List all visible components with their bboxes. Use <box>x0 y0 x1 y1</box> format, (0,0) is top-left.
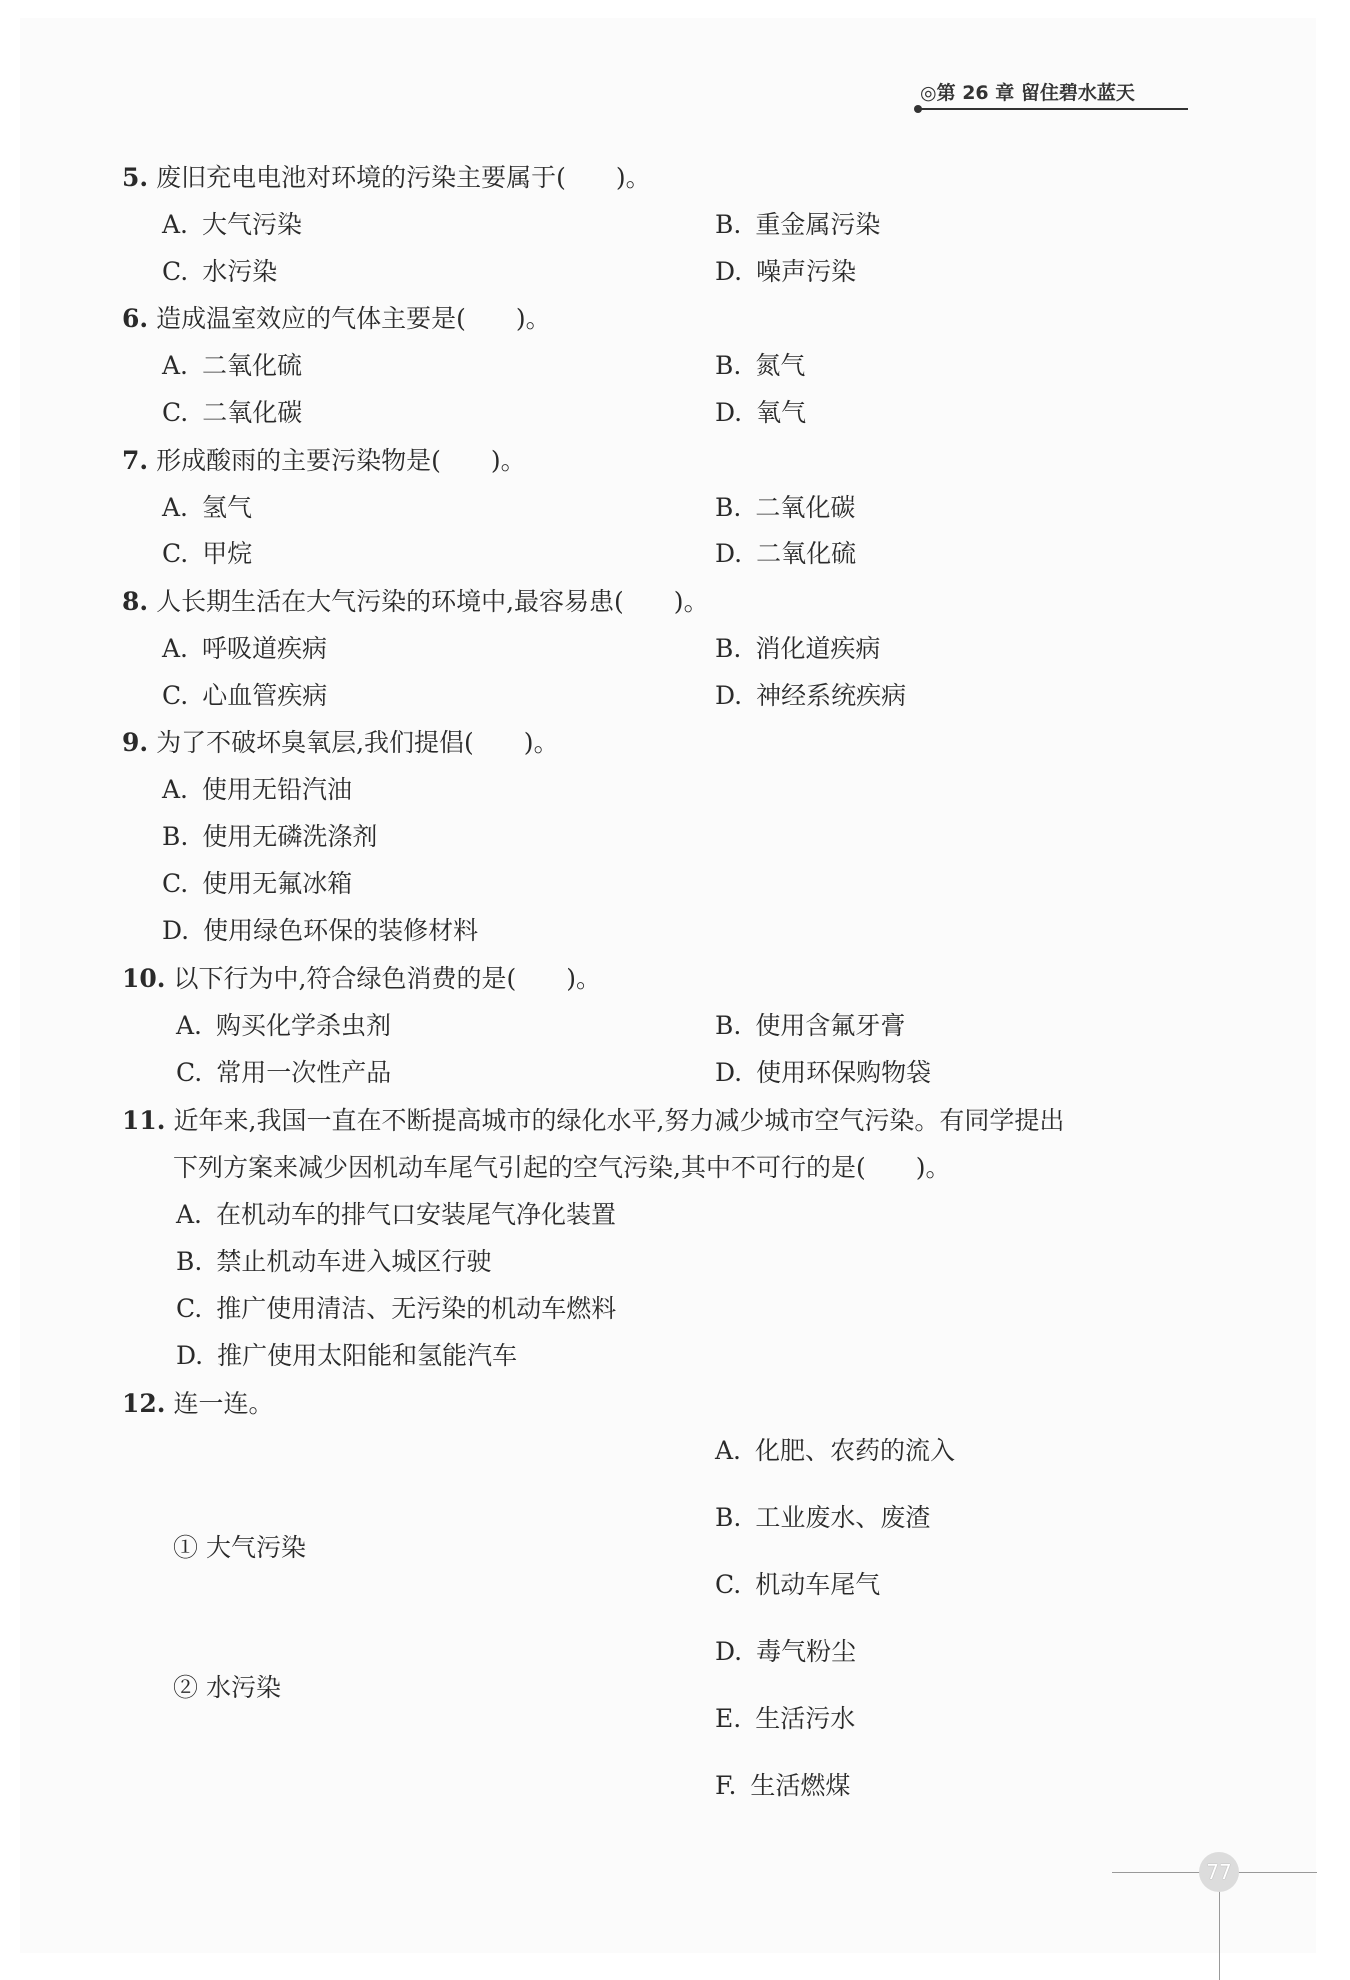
option-9b[interactable]: B. 使用无磷洗涤剂 <box>162 822 378 851</box>
question-number: 6. <box>122 304 149 333</box>
option-10b[interactable]: B. 使用含氟牙膏 <box>715 1011 906 1040</box>
match-right-item-b[interactable]: B. 工业废水、废渣 <box>715 1503 931 1532</box>
question-8 <box>122 589 709 614</box>
option-9c[interactable]: C. 使用无氟冰箱 <box>162 869 353 898</box>
question-number: 10. <box>122 964 166 993</box>
chapter-header: ◎第 26 章 留住碧水蓝天 <box>920 82 1135 104</box>
question-5 <box>122 165 651 190</box>
question-text: 以下行为中,符合绿色消费的是( )。 <box>173 964 601 993</box>
match-right-item-a[interactable]: A. 化肥、农药的流入 <box>715 1436 956 1465</box>
option-11b[interactable]: B. 禁止机动车进入城区行驶 <box>176 1247 492 1276</box>
question-number: 9. <box>122 728 149 757</box>
question-text: 造成温室效应的气体主要是( )。 <box>156 304 551 333</box>
option-5c[interactable]: C. 水污染 <box>162 257 278 286</box>
question-12 <box>122 1391 274 1416</box>
question-number: 5. <box>122 163 149 192</box>
question-9 <box>122 730 559 755</box>
page-number: 77 <box>1199 1852 1239 1892</box>
option-8d[interactable]: D. 神经系统疾病 <box>715 681 907 710</box>
option-10a[interactable]: A. 购买化学杀虫剂 <box>176 1011 392 1040</box>
match-right-item-d[interactable]: D. 毒气粉尘 <box>715 1637 857 1666</box>
question-number: 7. <box>122 446 149 475</box>
option-6a[interactable]: A. 二氧化硫 <box>162 351 303 380</box>
question-number: 11. <box>122 1106 166 1135</box>
match-left-item-1[interactable]: ① 大气污染 <box>173 1533 306 1562</box>
option-7c[interactable]: C. 甲烷 <box>162 539 253 568</box>
question-6 <box>122 306 551 331</box>
question-number: 8. <box>122 587 149 616</box>
question-text: 人长期生活在大气污染的环境中,最容易患( )。 <box>156 587 709 616</box>
option-5a[interactable]: A. 大气污染 <box>162 210 303 239</box>
option-6b[interactable]: B. 氮气 <box>715 351 806 380</box>
option-6d[interactable]: D. 氧气 <box>715 398 807 427</box>
question-text: 形成酸雨的主要污染物是( )。 <box>156 446 526 475</box>
option-10d[interactable]: D. 使用环保购物袋 <box>715 1058 932 1087</box>
match-right-item-e[interactable]: E. 生活污水 <box>715 1704 856 1733</box>
option-5d[interactable]: D. 噪声污染 <box>715 257 857 286</box>
match-right-item-c[interactable]: C. 机动车尾气 <box>715 1570 881 1599</box>
question-text: 近年来,我国一直在不断提高城市的绿化水平,努力减少城市空气污染。有同学提出 <box>173 1106 1065 1135</box>
match-left-item-2[interactable]: ② 水污染 <box>173 1673 281 1702</box>
option-11a[interactable]: A. 在机动车的排气口安装尾气净化装置 <box>176 1200 617 1229</box>
match-right-item-f[interactable]: F. 生活燃煤 <box>715 1771 851 1800</box>
option-8b[interactable]: B. 消化道疾病 <box>715 634 881 663</box>
option-9a[interactable]: A. 使用无铅汽油 <box>162 775 353 804</box>
question-text: 连一连。 <box>173 1389 274 1418</box>
option-7b[interactable]: B. 二氧化碳 <box>715 493 856 522</box>
option-8c[interactable]: C. 心血管疾病 <box>162 681 328 710</box>
question-text: 废旧充电电池对环境的污染主要属于( )。 <box>156 163 651 192</box>
question-text: 为了不破坏臭氧层,我们提倡( )。 <box>156 728 559 757</box>
question-7 <box>122 448 526 473</box>
header-rule <box>918 108 1188 110</box>
option-6c[interactable]: C. 二氧化碳 <box>162 398 303 427</box>
question-number: 12. <box>122 1389 166 1418</box>
option-8a[interactable]: A. 呼吸道疾病 <box>162 634 328 663</box>
option-11d[interactable]: D. 推广使用太阳能和氢能汽车 <box>176 1341 518 1370</box>
option-7a[interactable]: A. 氢气 <box>162 493 253 522</box>
question-11 <box>122 1108 1064 1133</box>
option-11c[interactable]: C. 推广使用清洁、无污染的机动车燃料 <box>176 1294 617 1323</box>
question-11-continuation: 下列方案来减少因机动车尾气引起的空气污染,其中不可行的是( )。 <box>173 1153 951 1182</box>
option-9d[interactable]: D. 使用绿色环保的装修材料 <box>162 916 479 945</box>
option-5b[interactable]: B. 重金属污染 <box>715 210 881 239</box>
option-7d[interactable]: D. 二氧化硫 <box>715 539 857 568</box>
question-10 <box>122 966 601 991</box>
option-10c[interactable]: C. 常用一次性产品 <box>176 1058 392 1087</box>
